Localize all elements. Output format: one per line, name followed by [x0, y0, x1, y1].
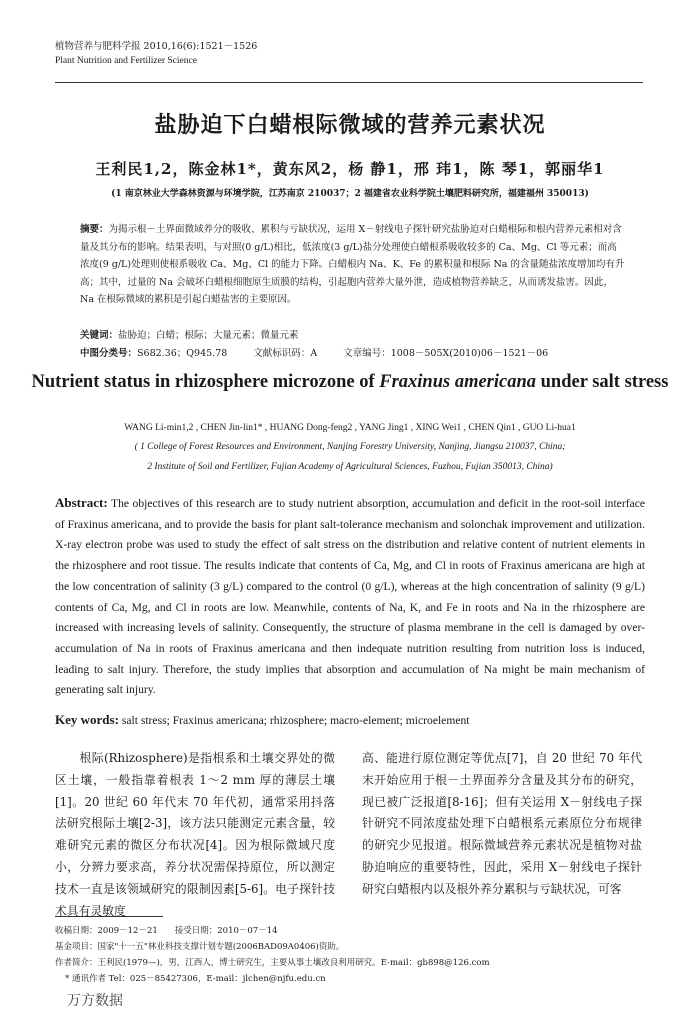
- journal-header: [55, 40, 257, 68]
- abstract-en-label: Abstract:: [55, 495, 108, 510]
- affiliation-en-2: 2 Institute of Soil and Fertilizer, Fujian Academy of Agricultural Sciences, Fuzhou, Fujian 350013, China): [147, 462, 553, 472]
- title-en-post: under salt stress: [536, 372, 669, 392]
- affiliation-en-1: ( 1 College of Forest Resources and Environment, Nanjing Forestry University, Nanjing, Jiangsu 210037, China;: [134, 442, 566, 452]
- clc-label: 中图分类号：: [80, 347, 138, 359]
- clc-value: S682.36；Q945.78: [137, 347, 228, 359]
- classification-line: [80, 345, 625, 363]
- keywords-en-label: Key words:: [55, 712, 119, 727]
- article-ids: [80, 327, 625, 362]
- keywords-cn-label: 关键词：: [80, 330, 119, 341]
- affiliation-cn: (1 南京林业大学森林资源与环境学院，江苏南京 210037；2 福建省农业科学院土壤肥料研究所，福建福州 350013): [111, 189, 589, 199]
- article-no-value: 1008－505X(2010)06－1521－06: [390, 347, 549, 359]
- abstract-cn-label: 摘要：: [80, 224, 109, 235]
- watermark: 万方数据: [67, 993, 123, 1009]
- footnote-author: 作者简介：王利民(1979—)，男，江西人，博士研究生，主要从事土壤改良利用研究。E-mail：gb898@126.com: [55, 958, 490, 968]
- keywords-en-text: salt stress; Fraxinus americana; rhizosphere; macro-element; microelement: [121, 714, 470, 727]
- article-no-label: 文章编号：: [343, 347, 391, 359]
- body-left-text: 根际(Rhizosphere)是指根系和土壤交界处的微区土壤，一般指靠着根表 1～2 mm 厚的薄层土壤[1]。20 世纪 60 年代末 70 年代初，通常采用抖落法研究根际土壤[2-3]，该方法只能测定元素含量，较难研究元素的微区分布状况[4]。因为根际微域尺度小，分辨力要求高，养分状况需保持原位，所以测定技术一直是该领域研究的限制因素[5-6]。电子探针技术具有灵敏度: [55, 751, 335, 918]
- journal-citation: 植物营养与肥料学报 2010,16(6):1521－1526: [55, 41, 258, 52]
- keywords-en: [55, 711, 645, 730]
- footnote-rule: [55, 916, 163, 917]
- footnote-received: 收稿日期：2009－12－21 接受日期：2010－07－14: [55, 926, 278, 936]
- authors-en: WANG Li-min1,2 , CHEN Jin-lin1* , HUANG Dong-feng2 , YANG Jing1 , XING Wei1 , CHEN Qin1 , GUO Li-hua1: [124, 423, 576, 433]
- footnote-corresponding: * 通讯作者 Tel：025－85427306，E-mail：jlchen@njfu.edu.cn: [65, 974, 326, 984]
- keywords-cn: [80, 327, 625, 345]
- doc-code-label: 文献标识码：: [253, 347, 311, 359]
- title-en-pre: Nutrient status in rhizosphere microzone of: [31, 372, 380, 392]
- journal-name-en: Plant Nutrition and Fertilizer Science: [55, 56, 197, 66]
- body-right-text: 高、能进行原位测定等优点[7]，自 20 世纪 70 年代末开始应用于根－土界面养分含量及其分布的研究，现已被广泛报道[8-16]；但有关运用 X－射线电子探针研究不同浓度盐处理下白蜡根系元素原位分布规律的研究少见报道。根际微域营养元素状况是植物对盐胁迫响应的重要特性，因此，采用 X－射线电子探针研究白蜡根内以及根外养分累积与亏缺状况，可客: [362, 751, 642, 896]
- authors-cn: 王利民1,2，陈金林1*，黄东风2，杨 静1，邢 玮1，陈 琴1，郭丽华1: [95, 160, 605, 178]
- doc-code-value: A: [310, 347, 318, 359]
- footnote-fund: 基金项目：国家"十一五"林业科技支撑计划专题(2006BAD09A0406)资助。: [55, 942, 345, 952]
- abstract-en: [55, 493, 645, 701]
- title-en: [0, 372, 700, 393]
- abstract-en-text: The objectives of this research are to study nutrient absorption, accumulation and deficit in the root-soil interface of Fraxinus americana, and to provide the basis for plant salt-tolerance mechanism and solonchak improvement and utilization. X-ray electron probe was used to study the effect of salt stress on the distribution and relative content of nutrient elements in the rhizosphere and root tissue. The results indicate that contents of Ca, Mg, and Cl in roots of Fraxinus americana are high at the low concentration of salinity (3 g/L) compared to the control (0 g/L), whereas at the high concentration of salinity (9 g/L) contents of Ca, Mg, and Cl in roots are low. Meanwhile, contents of Na, K, and Fe in roots and Na in the rhizosphere are increased with increasing levels of salinity. Consequently, the structure of plasma membrane in the cell is damaged by over-accumulation of Na in roots of Fraxinus americana and then indequate nutrition resulting from nutrition loss is induced, leading to salt injury. Therefore, the study implies that absorption and accumulation of Na might be main mechanism of generating salt injury.: [55, 497, 645, 697]
- abstract-cn-text: 为揭示根－土界面微域养分的吸收、累积与亏缺状况，运用 X－射线电子探针研究盐胁迫对白蜡根际和根内营养元素相对含量及其分布的影响。结果表明，与对照(0 g/L)相比，低浓度(3 g/L)盐分处理使白蜡根系吸收较多的 Ca、Mg、Cl 等元素；而高浓度(9 g/L)处理则使根系吸收 Ca、Mg、Cl 的能力下降。白蜡根内 Na、K、Fe 的累积量和根际 Na 的含量随盐浓度增加均有升高；其中，过量的 Na 会破坏白蜡根细胞原生质膜的结构，引起胞内营养大量外泄，造成植物营养缺乏，从而诱发盐害。因此，Na 在根际微域的累积是引起白蜡盐害的主要原因。: [80, 224, 625, 305]
- abstract-cn: [80, 221, 625, 309]
- keywords-cn-text: 盐胁迫；白蜡；根际；大量元素；微量元素: [118, 330, 299, 341]
- body-column-left: [55, 748, 335, 922]
- title-en-species: Fraxinus americana: [379, 372, 537, 392]
- title-cn: 盐胁迫下白蜡根际微域的营养元素状况: [154, 112, 546, 138]
- header-rule: [55, 82, 643, 83]
- body-column-right: [362, 748, 642, 901]
